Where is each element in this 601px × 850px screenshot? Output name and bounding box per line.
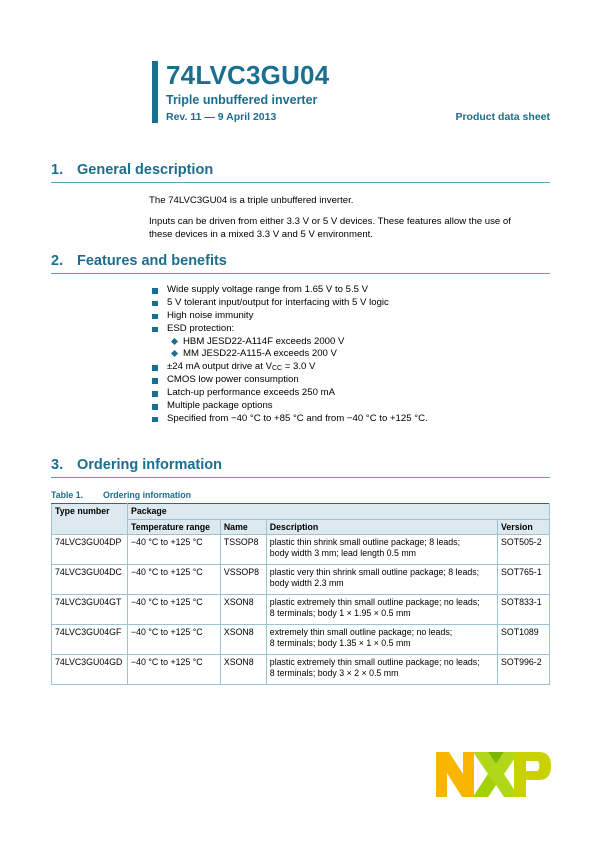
- cell-package-name: VSSOP8: [220, 565, 266, 595]
- general-description-paragraph-2: [149, 215, 549, 241]
- general-description-paragraph-1: The 74LVC3GU04 is a triple unbuffered inverter.: [149, 195, 354, 206]
- cell-type-number: 74LVC3GU04DC: [52, 565, 128, 595]
- section-number: 2.: [51, 253, 64, 269]
- cell-package-name: XSON8: [220, 625, 266, 655]
- cell-version: SOT505-2: [498, 535, 550, 565]
- cell-temperature-range: −40 °C to +125 °C: [127, 625, 220, 655]
- document-type: Product data sheet: [455, 111, 550, 123]
- section-heading-features: [51, 249, 550, 274]
- square-bullet-icon: [152, 301, 158, 307]
- description-line: plastic extremely thin small outline package; no leads;: [269, 657, 480, 668]
- description-line: plastic thin shrink small outline package; 8 leads;: [269, 537, 461, 548]
- cell-type-number: 74LVC3GU04GT: [52, 595, 128, 625]
- table-row: [52, 625, 550, 655]
- nxp-logo: [436, 752, 551, 797]
- cell-version: SOT1089: [498, 625, 550, 655]
- header-name: Name: [220, 519, 266, 535]
- revision-line: Rev. 11 — 9 April 2013: [166, 111, 277, 123]
- cell-package-name: TSSOP8: [220, 535, 266, 565]
- paragraph-line: Inputs can be driven from either 3.3 V or 5 V devices. These features allow the use of: [149, 216, 511, 227]
- cell-temperature-range: −40 °C to +125 °C: [127, 565, 220, 595]
- header-accent-bar: [152, 61, 158, 123]
- ordering-table: [51, 503, 550, 685]
- cell-description: [266, 655, 497, 685]
- description-line: extremely thin small outline package; no leads;: [269, 627, 453, 638]
- cell-package-name: XSON8: [220, 655, 266, 685]
- description-line: body width 3 mm; lead length 0.5 mm: [269, 548, 416, 559]
- cell-version: SOT833-1: [498, 595, 550, 625]
- part-number-title: 74LVC3GU04: [166, 60, 330, 90]
- cell-temperature-range: −40 °C to +125 °C: [127, 535, 220, 565]
- header-package: Package: [127, 504, 549, 520]
- table-row: [52, 595, 550, 625]
- table-caption-number: Table 1.: [51, 490, 84, 500]
- header-type-number: Type number: [52, 504, 128, 535]
- cell-version: SOT765-1: [498, 565, 550, 595]
- section-title: General description: [77, 162, 214, 178]
- square-bullet-icon: [152, 417, 158, 423]
- section-title: Ordering information: [77, 457, 222, 473]
- square-bullet-icon: [152, 288, 158, 294]
- cell-description: [266, 565, 497, 595]
- cell-package-name: XSON8: [220, 595, 266, 625]
- square-bullet-icon: [152, 365, 158, 371]
- description-line: plastic very thin shrink small outline package; 8 leads;: [269, 567, 480, 578]
- square-bullet-icon: [152, 327, 158, 333]
- cell-description: [266, 595, 497, 625]
- table-row: [52, 655, 550, 685]
- description-line: 8 terminals; body 3 × 2 × 0.5 mm: [269, 668, 399, 679]
- cell-version: SOT996-2: [498, 655, 550, 685]
- table-row: [52, 565, 550, 595]
- description-line: 8 terminals; body 1 × 1.95 × 0.5 mm: [269, 608, 411, 619]
- cell-type-number: 74LVC3GU04DP: [52, 535, 128, 565]
- section-number: 1.: [51, 162, 64, 178]
- square-bullet-icon: [152, 404, 158, 410]
- logo-p-shape: [514, 752, 551, 797]
- section-number: 3.: [51, 457, 64, 473]
- diamond-bullet-icon: [171, 338, 178, 345]
- logo-n-shape: [436, 752, 474, 797]
- description-line: plastic extremely thin small outline package; no leads;: [269, 597, 480, 608]
- table-row: [52, 535, 550, 565]
- header-description: Description: [266, 519, 497, 535]
- cell-type-number: 74LVC3GU04GF: [52, 625, 128, 655]
- square-bullet-icon: [152, 378, 158, 384]
- cell-description: [266, 625, 497, 655]
- diamond-bullet-icon: [171, 350, 178, 357]
- ordering-table-body: [52, 535, 550, 685]
- section-heading-general-description: [51, 158, 550, 183]
- square-bullet-icon: [152, 314, 158, 320]
- part-subtitle: Triple unbuffered inverter: [166, 93, 318, 107]
- header-temperature-range: Temperature range: [127, 519, 220, 535]
- cell-type-number: 74LVC3GU04GD: [52, 655, 128, 685]
- section-heading-ordering-information: [51, 453, 550, 478]
- cell-temperature-range: −40 °C to +125 °C: [127, 595, 220, 625]
- cell-temperature-range: −40 °C to +125 °C: [127, 655, 220, 685]
- table-caption: [51, 490, 191, 500]
- square-bullet-icon: [152, 391, 158, 397]
- description-line: body width 2.3 mm: [269, 578, 344, 589]
- section-title: Features and benefits: [77, 253, 227, 269]
- description-line: 8 terminals; body 1.35 × 1 × 0.5 mm: [269, 638, 411, 649]
- header-version: Version: [498, 519, 550, 535]
- cell-description: [266, 535, 497, 565]
- table-caption-title: Ordering information: [103, 490, 191, 500]
- paragraph-line: these devices in a mixed 3.3 V and 5 V environment.: [149, 229, 373, 240]
